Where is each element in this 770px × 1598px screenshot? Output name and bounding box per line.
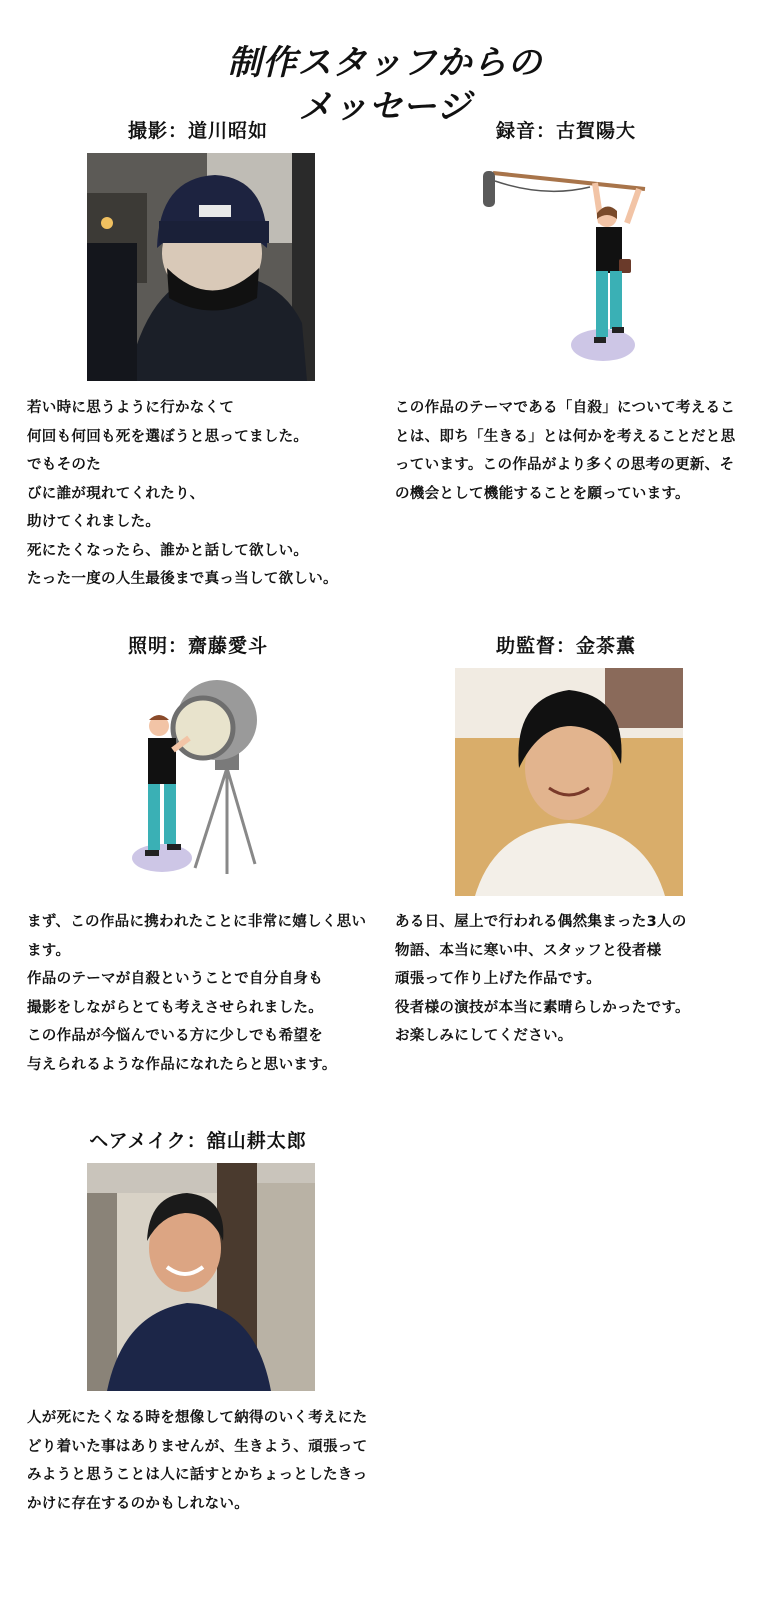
page-title-line-1: 制作スタッフからの	[227, 42, 543, 83]
role-heading: 録音：古賀陽大	[495, 120, 636, 142]
role-heading: 照明：齋藤愛斗	[127, 635, 268, 657]
role-heading: ヘアメイク：舘山耕太郎	[89, 1130, 307, 1152]
staff-message: 人が死にたくなる時を想像して納得のいく考えにたどり着いた事はありませんが、生きよう、頑張ってみようと思うことは人に話すとかちょっとしたきっかけに存在するのかもしれない。	[27, 1410, 368, 1512]
staff-photo-assistant-director	[455, 668, 683, 896]
staff-message: この作品のテーマである「自殺」について考えることは、即ち「生きる」とは何かを考えることだと思っています。この作品がより多くの思考の更新、その機会として機能することを願っています。	[395, 400, 736, 502]
staff-message: まず、この作品に携われたことに非常に嬉しく思います。 作品のテーマが自殺ということで自分自身も 撮影をしながらとても考えさせられました。 この作品が今悩んでいる方に少しでも希望を 与えられるような作品になれたらと思います。	[27, 914, 367, 1073]
staff-photo-hair-makeup	[87, 1163, 315, 1391]
page-title	[0, 41, 770, 129]
staff-photo-camera	[87, 153, 315, 381]
boom-operator-illustration	[455, 153, 683, 381]
page-title-line-2: メッセージ	[298, 86, 472, 127]
staff-message: ある日、屋上で行われる偶然集まった3人の 物語、本当に寒い中、スタッフと役者様 頑張って作り上げた作品です。 役者様の演技が本当に素晴らしかったです。 お楽しみにしてください。	[395, 914, 690, 1044]
role-heading: 助監督：金茶薫	[495, 635, 636, 657]
role-heading: 撮影：道川昭如	[127, 120, 268, 142]
spotlight-operator-illustration	[87, 668, 315, 896]
staff-message: 若い時に思うように行かなくて 何回も何回も死を選ぼうと思ってました。 でもそのた びに誰が現れてくれたり、 助けてくれました。 死にたくなったら、誰かと話して欲しい。 たった一度の人生最後まで真っ当して欲しい。	[27, 400, 338, 587]
